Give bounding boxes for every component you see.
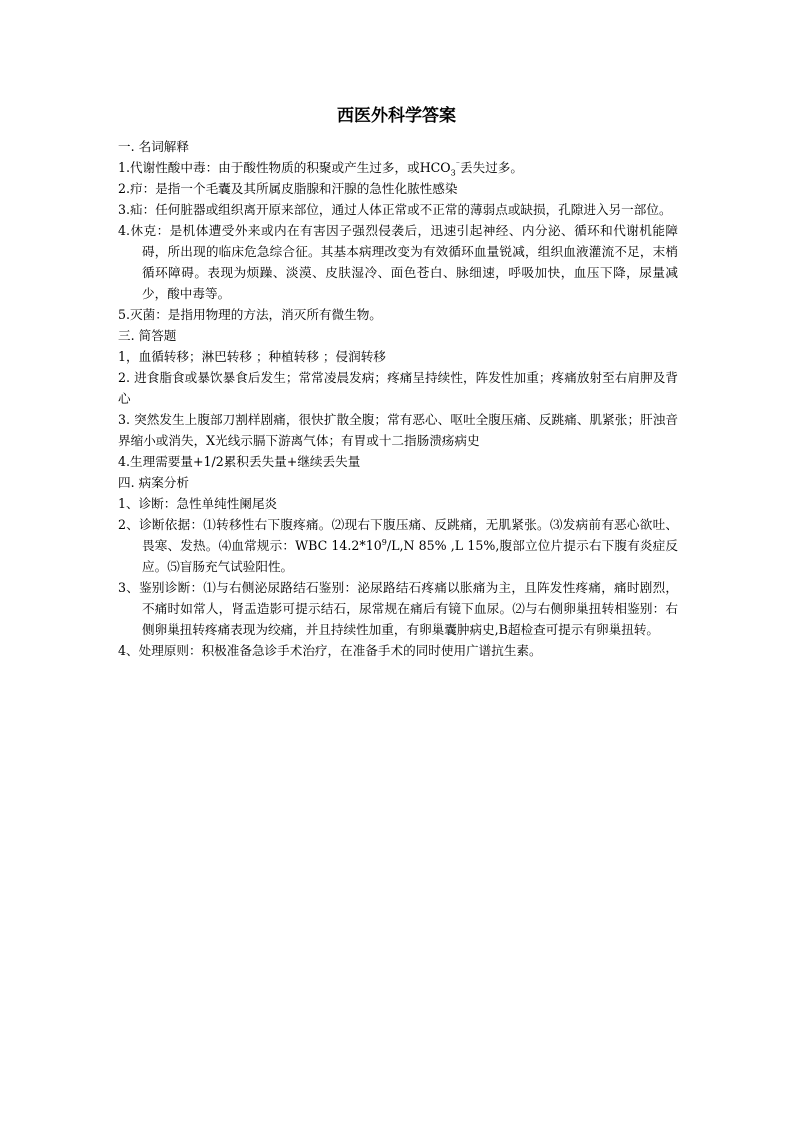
definition-item-3: 3.疝：任何脏器或组织离开原来部位，通过人体正常或不正常的薄弱点或缺损，孔隙进入另一部位。	[118, 202, 672, 217]
definition-item-1-formula: HCO	[419, 160, 451, 175]
definition-item-2: 2.疖：是指一个毛囊及其所属皮脂腺和汗腺的急性化脓性感染	[118, 181, 458, 196]
section-heading-definitions: 一. 名词解释	[118, 139, 189, 154]
case-item-1: 1、诊断：急性单纯性阑尾炎	[118, 496, 278, 511]
definition-item-1-superscript: ⁻	[455, 159, 460, 169]
short-answer-item-4: 4.生理需要量+1/2累积丢失量+继续丢失量	[118, 454, 361, 469]
definition-item-5: 5.灭菌：是指用物理的方法，消灭所有微生物。	[118, 307, 382, 322]
case-item-2-superscript: 9	[381, 537, 387, 547]
definition-item-1-text-b: 丢失过多。	[459, 160, 523, 175]
short-answer-item-2: 2. 进食脂食或暴饮暴食后发生；常常凌晨发病；疼痛呈持续性，阵发性加重；疼痛放射至右肩胛及背心	[118, 370, 678, 406]
case-item-2-text-b: /L,N 85% ,L 15%,腹部立位片提示右下腹有炎症反应。⑸盲肠充气试验阳性。	[142, 538, 678, 574]
definition-item-4: 4.休克：是机体遭受外来或内在有害因子强烈侵袭后，迅速引起神经、内分泌、循环和代谢机能障碍，所出现的临床危急综合征。其基本病理改变为有效循环血量锐减，组织血液灌流不足，末梢循环障碍。表现为烦躁、淡漠、皮肤湿冷、面色苍白、脉细速，呼吸加快，血压下降，尿量减少，酸中毒等。	[118, 223, 678, 301]
case-item-4: 4、处理原则：积极准备急诊手术治疗，在准备手术的同时使用广谱抗生素。	[118, 643, 542, 658]
definition-item-1	[118, 157, 678, 178]
case-item-2-text-a: 2、诊断依据：⑴转移性右下腹疼痛。⑵现右下腹压痛、反跳痛，无肌紧张。⑶发病前有恶心欲吐、畏寒、发热。⑷血常规示：WBC 14.2*10	[118, 517, 678, 553]
short-answer-item-3: 3. 突然发生上腹部刀割样剧痛，很快扩散全腹；常有恶心、呕吐全腹压痛、反跳痛、肌紧张；肝浊音界缩小或消失，X光线示膈下游离气体；有胃或十二指肠溃疡病史	[118, 412, 678, 448]
document-body	[118, 136, 678, 661]
definition-item-1-text-a: 1.代谢性酸中毒：由于酸性物质的积聚或产生过多，或	[118, 160, 420, 175]
section-heading-case-analysis: 四. 病案分析	[118, 475, 189, 490]
short-answer-item-1: 1，血循转移；淋巴转移 ；种植转移 ；侵润转移	[118, 349, 386, 364]
case-item-3: 3、鉴别诊断：⑴与右侧泌尿路结石鉴别：泌尿路结石疼痛以胀痛为主，且阵发性疼痛，痛时剧烈，不痛时如常人，肾盂造影可提示结石，尿常规在痛后有镜下血尿。⑵与右侧卵巢扭转相鉴别：右侧卵巢扭转疼痛表现为绞痛，并且持续性加重，有卵巢囊肿病史,B超检查可提示有卵巢扭转。	[118, 580, 678, 637]
page-title: 西医外科学答案	[337, 106, 456, 126]
case-item-2	[118, 514, 678, 577]
definition-item-1-subscript: 3	[450, 168, 456, 178]
section-heading-short-answers: 三. 简答题	[118, 328, 177, 343]
